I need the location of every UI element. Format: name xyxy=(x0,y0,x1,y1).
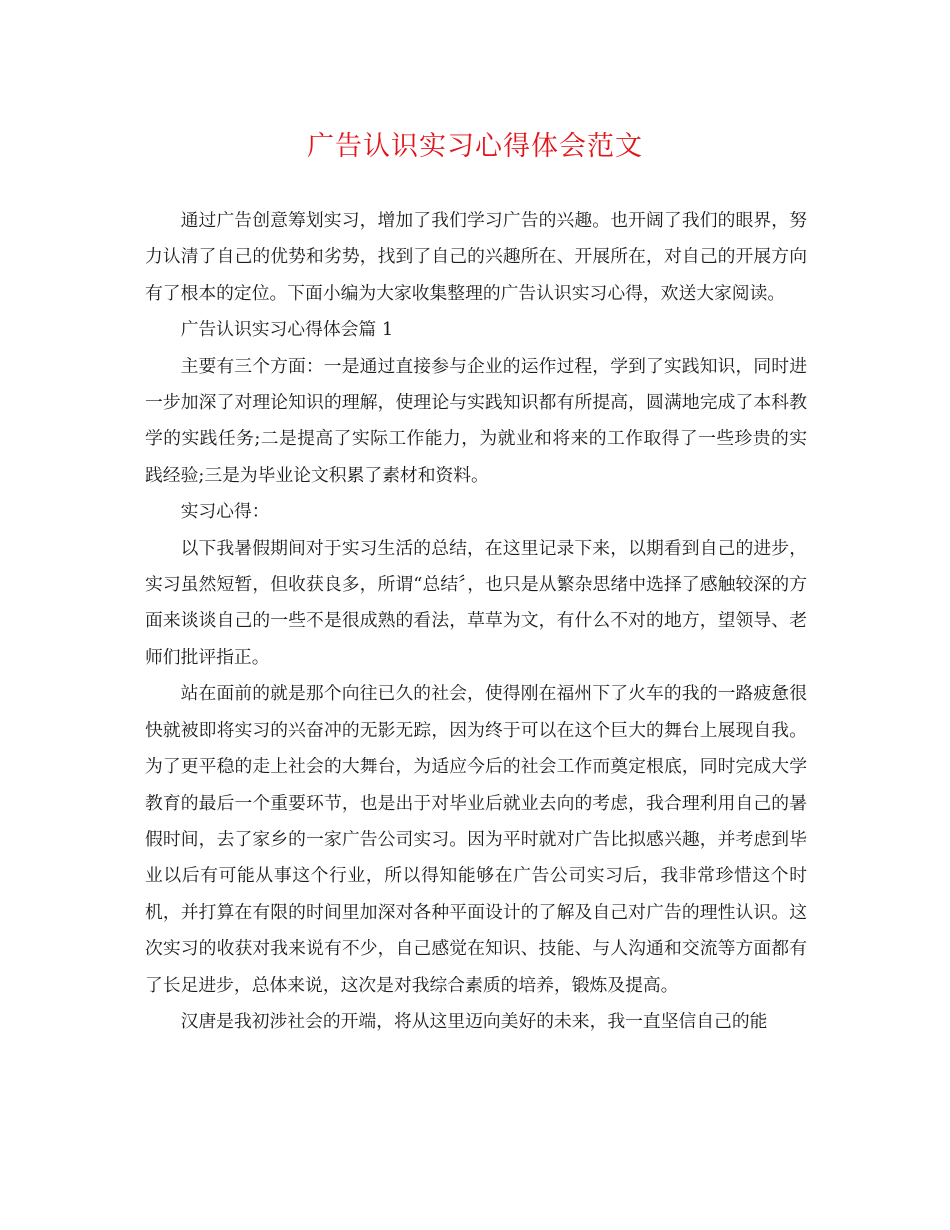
subheading-internship-notes: 实习心得： xyxy=(180,501,270,523)
paragraph-intro: 通过广告创意筹划实习，增加了我们学习广告的兴趣。也开阔了我们的眼界，努力认清了自己的优势和劣势，找到了自己的兴趣所在、开展所在，对自己的开展方向有了根本的定位。下面小编为大家收集整理的广告认识实习心得，欢送大家阅读。 xyxy=(145,210,807,304)
paragraph-summary: 以下我暑假期间对于实习生活的总结，在这里记录下来，以期看到自己的进步，实习虽然短暂，但收获良多，所谓“总结〞，也只是从繁杂思绪中选择了感触较深的方面来谈谈自己的一些不是很成熟的看法，草草为文，有什么不对的地方，望领导、老师们批评指正。 xyxy=(145,537,807,668)
paragraph-hantang: 汉唐是我初涉社会的开端，将从这里迈向美好的未来，我一直坚信自己的能 xyxy=(180,1010,768,1032)
paragraph-three-aspects: 主要有三个方面：一是通过直接参与企业的运作过程，学到了实践知识，同时进一步加深了对理论知识的理解，使理论与实践知识都有所提高，圆满地完成了本科教学的实践任务;二是提高了实际工作能力，为就业和将来的工作取得了一些珍贵的实践经验;三是为毕业论文积累了素材和资料。 xyxy=(145,355,807,486)
document-body xyxy=(145,203,807,1040)
paragraph-experience: 站在面前的就是那个向往已久的社会，使得刚在福州下了火车的我的一路疲惫很快就被即将实习的兴奋冲的无影无踪，因为终于可以在这个巨大的舞台上展现自我。为了更平稳的走上社会的大舞台，为适应今后的社会工作而奠定根底，同时完成大学教育的最后一个重要环节，也是出于对毕业后就业去向的考虑，我合理利用自己的暑假时间，去了家乡的一家广告公司实习。因为平时就对广告比拟感兴趣，并考虑到毕业以后有可能从事这个行业，所以得知能够在广告公司实习后，我非常珍惜这个时机，并打算在有限的时间里加深对各种平面设计的了解及自己对广告的理性认识。这次实习的收获对我来说有不少，自己感觉在知识、技能、与人沟通和交流等方面都有了长足进步，总体来说，这次是对我综合素质的培养，锻炼及提高。 xyxy=(145,683,807,996)
section-heading: 广告认识实习心得体会篇 1 xyxy=(180,319,394,341)
document-title: 广告认识实习心得体会范文 xyxy=(307,131,643,162)
